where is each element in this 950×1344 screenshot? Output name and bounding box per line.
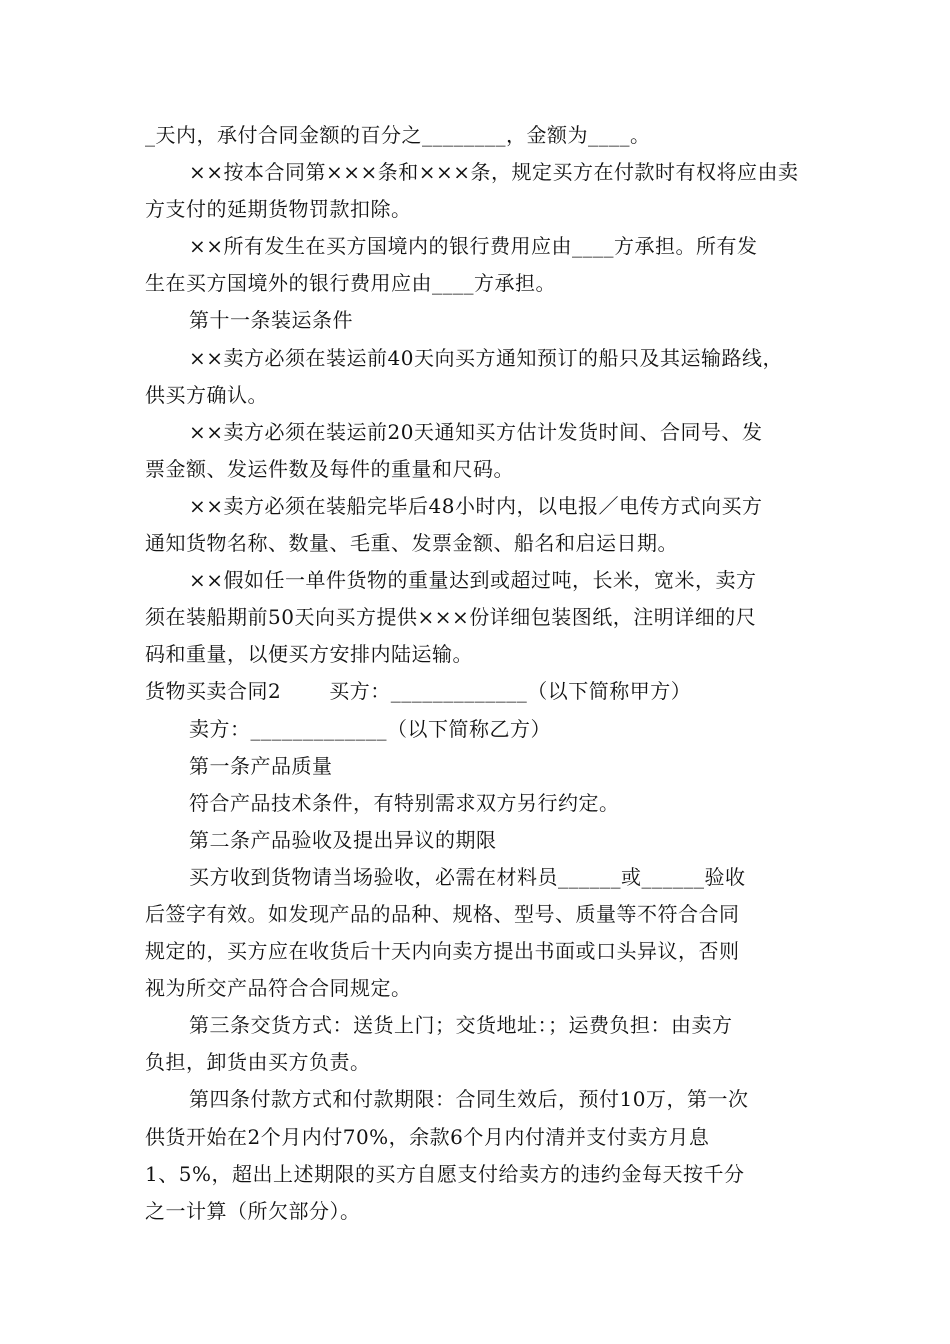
text-line: ××假如任一单件货物的重量达到或超过吨，长米，宽米，卖方 [189,568,757,593]
text-line: 通知货物名称、数量、毛重、发票金额、船名和启运日期。 [145,531,678,556]
text-line: 第三条交货方式：送货上门；交货地址：；运费负担：由卖方 [189,1013,733,1038]
section-heading: 第一条产品质量 [189,753,333,778]
text-line: ××卖方必须在装运前40天向买方通知预订的船只及其运输路线， [189,345,783,370]
contract-title: 货物买卖合同2 [145,679,282,704]
text-line: ××按本合同第×××条和×××条，规定买方在付款时有权将应由卖 [189,160,799,185]
text-line: 1、5%，超出上述期限的买方自愿支付给卖方的违约金每天按千分 [145,1161,745,1186]
text-line: _天内，承付合同金额的百分之________，金额为____。 [145,123,651,147]
text-line: 第四条付款方式和付款期限：合同生效后，预付10万，第一次 [189,1087,749,1112]
section-heading: 第二条产品验收及提出异议的期限 [189,827,497,852]
contract-title-line [145,673,821,710]
text-line: 供货开始在2个月内付70%，余款6个月内付清并支付卖方月息 [145,1124,710,1149]
text-line: ××卖方必须在装船完毕后48小时内，以电报／电传方式向买方 [189,493,763,518]
buyer-line: 买方：_____________（以下简称甲方） [329,679,692,704]
text-line: 符合产品技术条件，有特别需求双方另行约定。 [189,790,620,815]
text-line: ××卖方必须在装运前20天通知买方估计发货时间、合同号、发 [189,419,763,444]
text-line: 买方收到货物请当场验收，必需在材料员______或______验收 [189,864,746,889]
text-line: 之一计算（所欠部分）。 [145,1198,361,1223]
text-line: 码和重量，以便买方安排内陆运输。 [145,642,473,667]
document-page [145,117,821,1230]
section-heading: 第十一条装运条件 [189,308,353,333]
text-line: 生在买方国境外的银行费用应由____方承担。 [145,271,556,296]
text-line: 须在装船期前50天向买方提供×××份详细包装图纸，注明详细的尺 [145,605,757,630]
text-line: 视为所交产品符合合同规定。 [145,976,412,1001]
text-line: 后签字有效。如发现产品的品种、规格、型号、质量等不符合合同 [145,901,740,926]
text-line: 负担，卸货由买方负责。 [145,1050,371,1075]
text-line: 供买方确认。 [145,382,268,407]
text-line: ××所有发生在买方国境内的银行费用应由____方承担。所有发 [189,234,758,259]
seller-line: 卖方：_____________（以下简称乙方） [189,716,551,741]
text-line: 票金额、发运件数及每件的重量和尺码。 [145,456,514,481]
text-line: 规定的，买方应在收货后十天内向卖方提出书面或口头异议，否则 [145,939,740,964]
text-line: 方支付的延期货物罚款扣除。 [145,197,412,222]
